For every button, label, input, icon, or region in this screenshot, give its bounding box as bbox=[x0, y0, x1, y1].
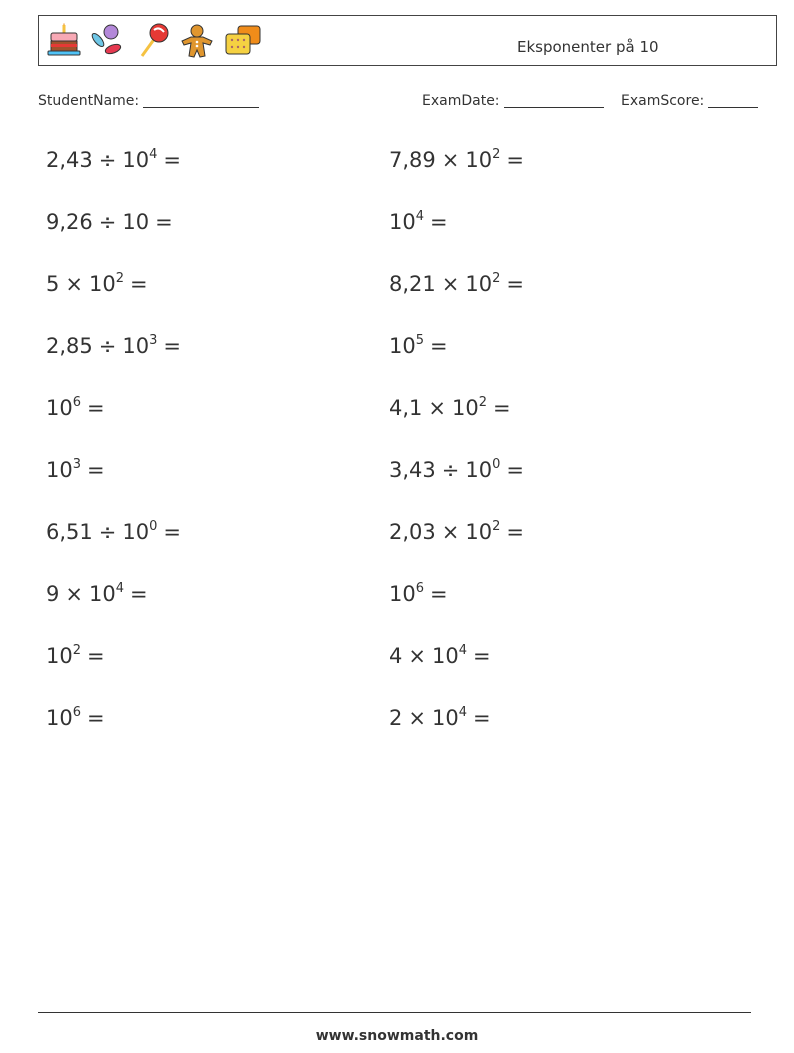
problem-7 bbox=[46, 334, 181, 358]
problem-power: 10 bbox=[46, 458, 73, 482]
problem-equals: = bbox=[130, 582, 148, 606]
problem-power: 10 bbox=[389, 210, 416, 234]
exam-score-field bbox=[621, 93, 758, 109]
problem-exponent: 3 bbox=[149, 333, 158, 348]
problem-base: 9 bbox=[46, 582, 60, 606]
problem-base: 8,21 bbox=[389, 272, 436, 296]
problem-operator: × bbox=[441, 272, 460, 296]
problem-11 bbox=[46, 458, 105, 482]
exam-date-blank bbox=[504, 93, 604, 108]
problem-power: 10 bbox=[389, 334, 416, 358]
problem-base: 9,26 bbox=[46, 210, 93, 234]
problem-base: 2,03 bbox=[389, 520, 436, 544]
problem-equals: = bbox=[155, 210, 173, 234]
problem-18 bbox=[389, 644, 491, 668]
header-icons bbox=[47, 22, 263, 60]
problem-power: 10 bbox=[431, 706, 459, 730]
footer-url: www.snowmath.com bbox=[315, 1028, 479, 1044]
problem-equals: = bbox=[163, 520, 181, 544]
problem-exponent: 4 bbox=[115, 581, 124, 596]
problem-exponent: 4 bbox=[458, 643, 467, 658]
problem-base: 2,43 bbox=[46, 148, 93, 172]
problem-4 bbox=[389, 210, 448, 234]
problem-equals: = bbox=[163, 148, 181, 172]
problem-operator: × bbox=[441, 148, 460, 172]
problem-base: 4 bbox=[389, 644, 403, 668]
problem-12 bbox=[389, 458, 524, 482]
problem-equals: = bbox=[163, 334, 181, 358]
lollipop-icon bbox=[137, 23, 171, 59]
problem-exponent: 4 bbox=[458, 705, 467, 720]
problem-equals: = bbox=[506, 272, 524, 296]
problem-5 bbox=[46, 272, 148, 296]
problem-base: 6,51 bbox=[46, 520, 93, 544]
problem-equals: = bbox=[430, 582, 448, 606]
gingerbread-man-icon bbox=[179, 23, 215, 59]
problem-19 bbox=[46, 706, 105, 730]
problem-20 bbox=[389, 706, 491, 730]
problem-base: 2 bbox=[389, 706, 403, 730]
exam-date-field bbox=[422, 93, 604, 109]
problem-power: 10 bbox=[122, 210, 150, 234]
problem-power: 10 bbox=[88, 272, 116, 296]
problem-exponent: 6 bbox=[72, 705, 82, 720]
worksheet-title: Eksponenter på 10 bbox=[517, 38, 659, 56]
problem-9 bbox=[46, 396, 105, 420]
problem-base: 3,43 bbox=[389, 458, 436, 482]
problem-8 bbox=[389, 334, 448, 358]
problem-power: 10 bbox=[46, 396, 73, 420]
problem-operator: × bbox=[441, 520, 460, 544]
problem-power: 10 bbox=[465, 272, 493, 296]
exam-score-label: ExamScore: bbox=[621, 93, 705, 109]
problem-17 bbox=[46, 644, 105, 668]
biscuit-icon bbox=[223, 23, 263, 59]
problem-operator: ÷ bbox=[98, 210, 117, 234]
problem-operator: ÷ bbox=[98, 334, 117, 358]
problem-exponent: 2 bbox=[492, 147, 501, 162]
problem-3 bbox=[46, 210, 173, 234]
problem-2 bbox=[389, 148, 524, 172]
problem-power: 10 bbox=[465, 458, 493, 482]
problem-exponent: 0 bbox=[492, 457, 501, 472]
problem-power: 10 bbox=[465, 148, 493, 172]
problem-equals: = bbox=[506, 458, 524, 482]
candy-icon bbox=[89, 23, 129, 59]
problem-power: 10 bbox=[46, 706, 73, 730]
problem-exponent: 2 bbox=[115, 271, 124, 286]
problem-operator: ÷ bbox=[98, 520, 117, 544]
problem-exponent: 5 bbox=[415, 333, 425, 348]
problem-exponent: 2 bbox=[492, 519, 501, 534]
problem-equals: = bbox=[473, 644, 491, 668]
problem-equals: = bbox=[506, 520, 524, 544]
problem-exponent: 2 bbox=[492, 271, 501, 286]
problem-operator: × bbox=[65, 272, 83, 296]
exam-date-label: ExamDate: bbox=[422, 93, 500, 109]
exam-score-blank bbox=[708, 93, 758, 108]
cake-icon bbox=[47, 23, 81, 59]
problem-exponent: 0 bbox=[149, 519, 158, 534]
problem-exponent: 3 bbox=[72, 457, 82, 472]
problem-6 bbox=[389, 272, 524, 296]
problem-operator: ÷ bbox=[98, 148, 117, 172]
problem-power: 10 bbox=[389, 582, 416, 606]
problem-power: 10 bbox=[452, 396, 479, 420]
problem-operator: × bbox=[65, 582, 83, 606]
problem-15 bbox=[46, 582, 148, 606]
problem-operator: × bbox=[408, 644, 426, 668]
footer-divider bbox=[38, 1012, 751, 1013]
problem-operator: × bbox=[428, 396, 447, 420]
problem-equals: = bbox=[87, 458, 105, 482]
problem-power: 10 bbox=[122, 334, 150, 358]
problem-exponent: 2 bbox=[72, 643, 82, 658]
worksheet-header bbox=[38, 15, 777, 66]
problem-10 bbox=[389, 396, 511, 420]
problem-power: 10 bbox=[122, 148, 150, 172]
problem-equals: = bbox=[493, 396, 511, 420]
student-name-blank bbox=[143, 93, 259, 108]
problem-14 bbox=[389, 520, 524, 544]
problem-base: 5 bbox=[46, 272, 60, 296]
problem-13 bbox=[46, 520, 181, 544]
problem-equals: = bbox=[87, 396, 105, 420]
problem-power: 10 bbox=[122, 520, 150, 544]
problem-equals: = bbox=[130, 272, 148, 296]
problem-exponent: 4 bbox=[149, 147, 158, 162]
problem-base: 2,85 bbox=[46, 334, 93, 358]
problem-equals: = bbox=[473, 706, 491, 730]
problem-exponent: 6 bbox=[415, 581, 425, 596]
problem-exponent: 2 bbox=[478, 395, 488, 410]
problem-exponent: 6 bbox=[72, 395, 82, 410]
problem-equals: = bbox=[87, 644, 105, 668]
problem-equals: = bbox=[430, 334, 448, 358]
problem-base: 7,89 bbox=[389, 148, 436, 172]
problem-power: 10 bbox=[431, 644, 459, 668]
problem-power: 10 bbox=[46, 644, 73, 668]
problem-equals: = bbox=[430, 210, 448, 234]
problem-operator: ÷ bbox=[441, 458, 460, 482]
problem-16 bbox=[389, 582, 448, 606]
student-name-field bbox=[38, 93, 259, 109]
problem-equals: = bbox=[506, 148, 524, 172]
problem-base: 4,1 bbox=[389, 396, 423, 420]
problem-power: 10 bbox=[88, 582, 116, 606]
problem-equals: = bbox=[87, 706, 105, 730]
problem-operator: × bbox=[408, 706, 426, 730]
problem-power: 10 bbox=[465, 520, 493, 544]
student-name-label: StudentName: bbox=[38, 93, 140, 109]
problem-exponent: 4 bbox=[415, 209, 425, 224]
problem-1 bbox=[46, 148, 181, 172]
